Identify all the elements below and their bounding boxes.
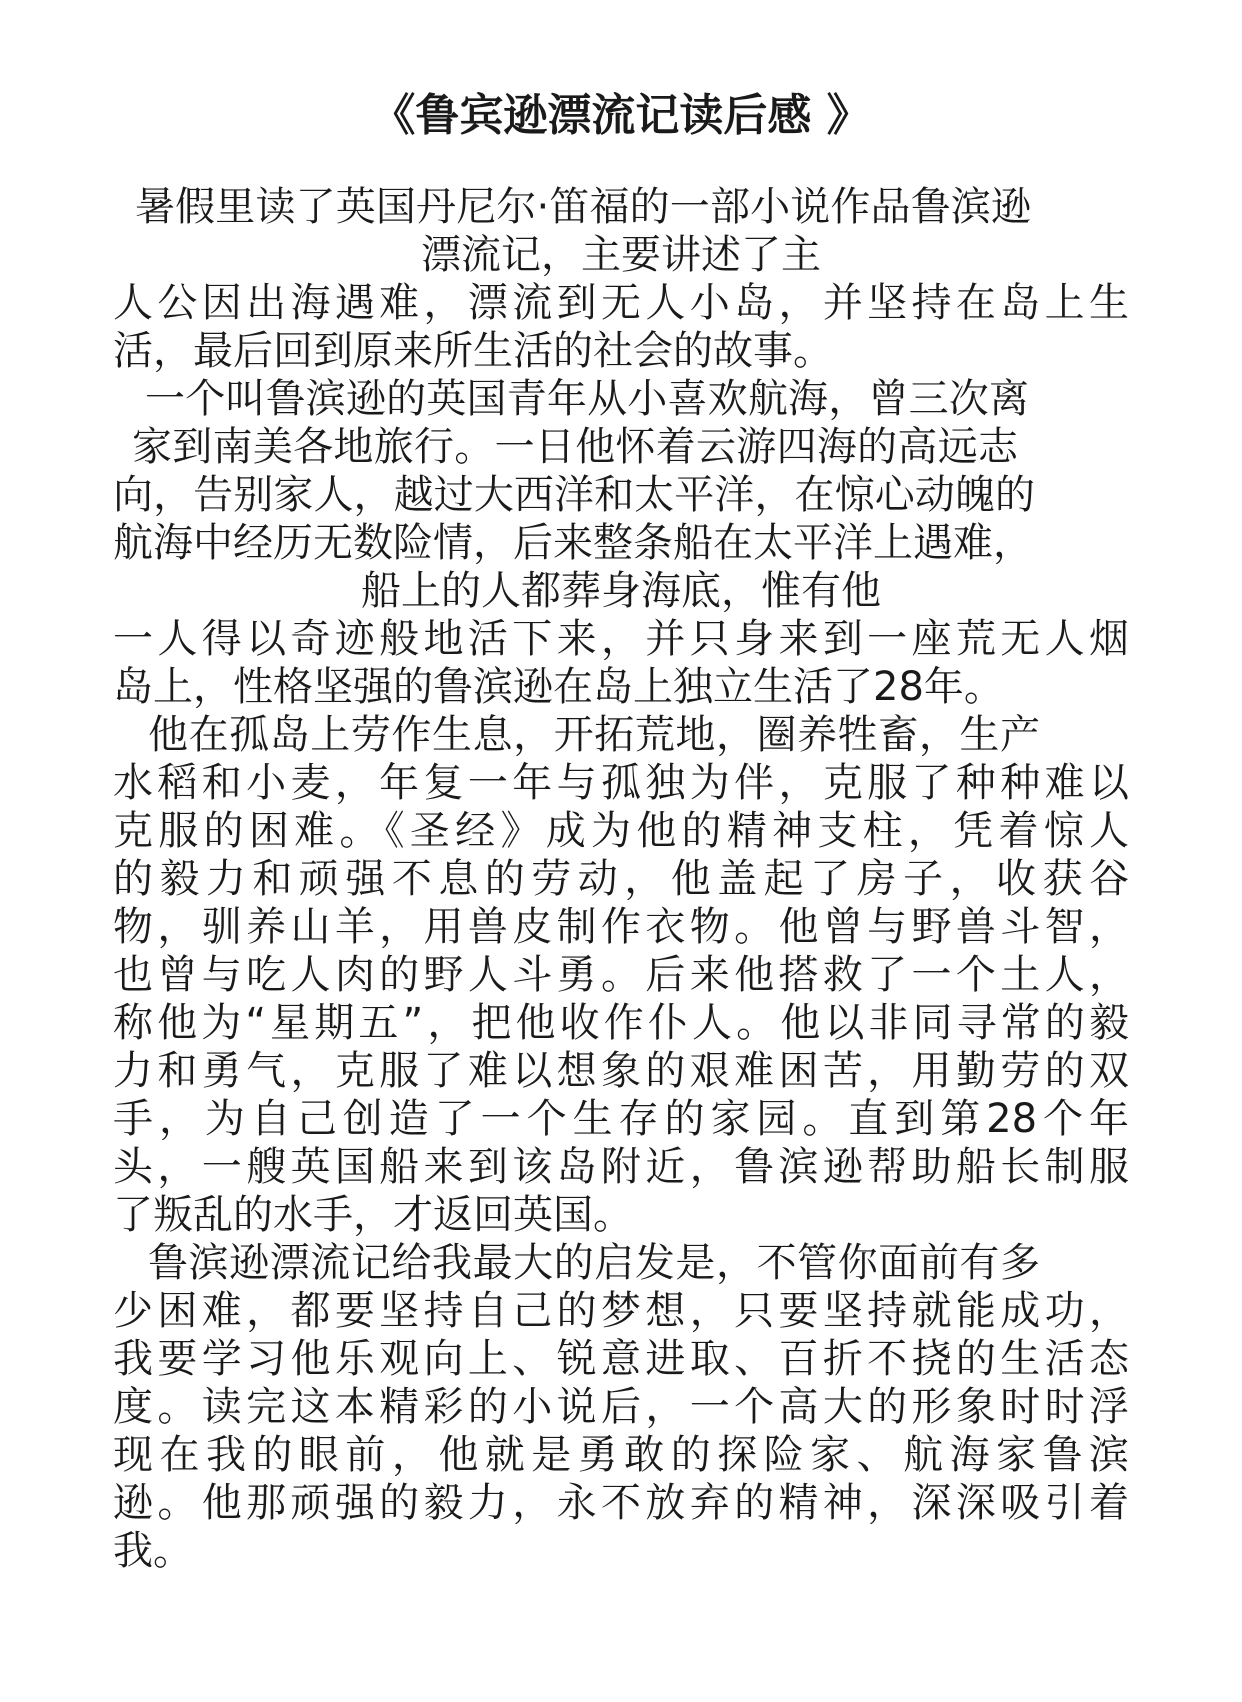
text-line: 手，为自己创造了一个生存的家园。直到第28个年 xyxy=(113,1096,1129,1142)
text-line: 度。读完这本精彩的小说后，一个高大的形象时时浮 xyxy=(113,1384,1129,1430)
text-line: 我要学习他乐观向上、锐意进取、百折不挠的生活态 xyxy=(113,1336,1129,1382)
text-line: 漂流记，主要讲述了主 xyxy=(421,232,821,278)
text-line: 头，一艘英国船来到该岛附近，鲁滨逊帮助船长制服 xyxy=(113,1144,1129,1190)
text-line: 一人得以奇迹般地活下来，并只身来到一座荒无人烟 xyxy=(113,616,1129,662)
text-line: 船上的人都葬身海底，惟有他 xyxy=(361,568,881,614)
text-line: 我。 xyxy=(113,1528,193,1574)
text-line: 力和勇气，克服了难以想象的艰难困苦，用勤劳的双 xyxy=(113,1048,1129,1094)
text-line: 水稻和小麦，年复一年与孤独为伴，克服了种种难以 xyxy=(113,760,1129,806)
text-line: 暑假里读了英国丹尼尔·笛福的一部小说作品鲁滨逊 xyxy=(135,184,1031,230)
text-line: 也曾与吃人肉的野人斗勇。后来他搭救了一个土人， xyxy=(113,952,1129,998)
text-line: 岛上，性格坚强的鲁滨逊在岛上独立生活了28年。 xyxy=(113,664,1004,710)
text-line: 称他为“星期五”，把他收作仆人。他以非同寻常的毅 xyxy=(113,1000,1129,1046)
text-line: 物，驯养山羊，用兽皮制作衣物。他曾与野兽斗智， xyxy=(113,904,1129,950)
text-line: 现在我的眼前，他就是勇敢的探险家、航海家鲁滨 xyxy=(113,1432,1129,1478)
text-line: 鲁滨逊漂流记给我最大的启发是，不管你面前有多 xyxy=(148,1240,1040,1286)
document-title: 《鲁宾逊漂流记读后感 》 xyxy=(371,90,871,141)
text-line: 向，告别家人，越过大西洋和太平洋，在惊心动魄的 xyxy=(113,472,1035,518)
text-line: 航海中经历无数险情，后来整条船在太平洋上遇难， xyxy=(113,520,1033,566)
text-line: 家到南美各地旅行。一日他怀着云游四海的高远志 xyxy=(132,424,1018,470)
text-line: 少困难，都要坚持自己的梦想，只要坚持就能成功， xyxy=(113,1288,1129,1334)
text-line: 的毅力和顽强不息的劳动，他盖起了房子，收获谷 xyxy=(113,856,1129,902)
text-line: 了叛乱的水手，才返回英国。 xyxy=(113,1192,633,1238)
text-line: 活，最后回到原来所生活的社会的故事。 xyxy=(113,328,833,374)
text-line: 逊。他那顽强的毅力，永不放弃的精神，深深吸引着 xyxy=(113,1480,1129,1526)
text-line: 他在孤岛上劳作生息，开拓荒地，圈养牲畜，生产 xyxy=(148,712,1040,758)
text-line: 一个叫鲁滨逊的英国青年从小喜欢航海，曾三次离 xyxy=(145,376,1029,422)
text-line: 克服的困难。《圣经》成为他的精神支柱，凭着惊人 xyxy=(113,808,1129,854)
text-line: 人公因出海遇难，漂流到无人小岛，并坚持在岛上生 xyxy=(113,280,1129,326)
